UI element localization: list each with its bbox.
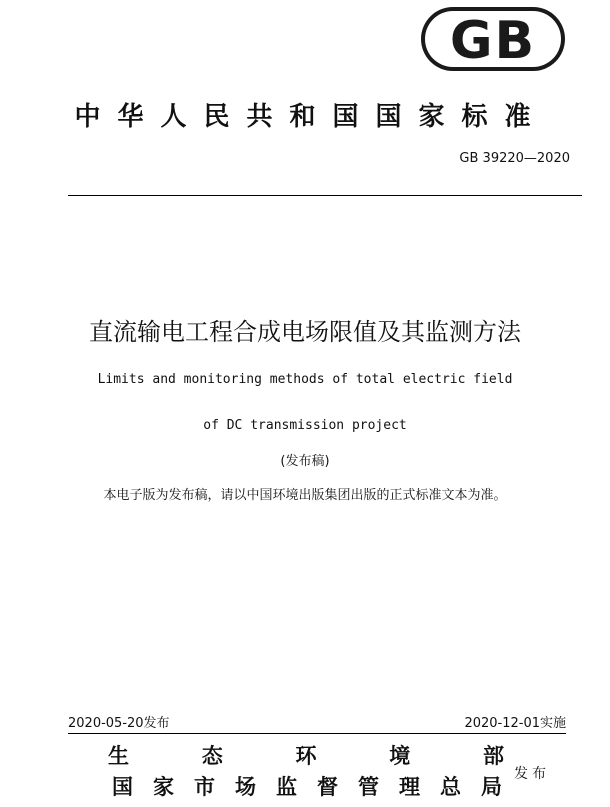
- top-divider: [68, 195, 582, 196]
- document-title-en-line1: Limits and monitoring methods of total electric field: [97, 372, 513, 387]
- gb-logo: [420, 6, 566, 72]
- bottom-divider: [68, 733, 566, 734]
- standard-number: GB 39220—2020: [459, 151, 570, 166]
- document-title-cn: 直流输电工程合成电场限值及其监测方法: [89, 318, 521, 346]
- issue-date: 2020-05-20发布: [68, 716, 170, 731]
- issuer-samr: 国家市场监督管理总局: [112, 775, 502, 799]
- draft-label: (发布稿): [280, 454, 330, 469]
- svg-text:GB: GB: [449, 11, 537, 71]
- country-standard-title: 中华人民共和国国家标准: [74, 102, 548, 132]
- publish-label: 发布: [514, 766, 550, 782]
- implementation-date: 2020-12-01实施: [464, 716, 566, 731]
- document-title-en-line2: of DC transmission project: [203, 418, 407, 433]
- issuer-ministry: 生态环境部: [108, 744, 504, 768]
- edition-notice: 本电子版为发布稿，请以中国环境出版集团出版的正式标准文本为准。: [103, 488, 507, 503]
